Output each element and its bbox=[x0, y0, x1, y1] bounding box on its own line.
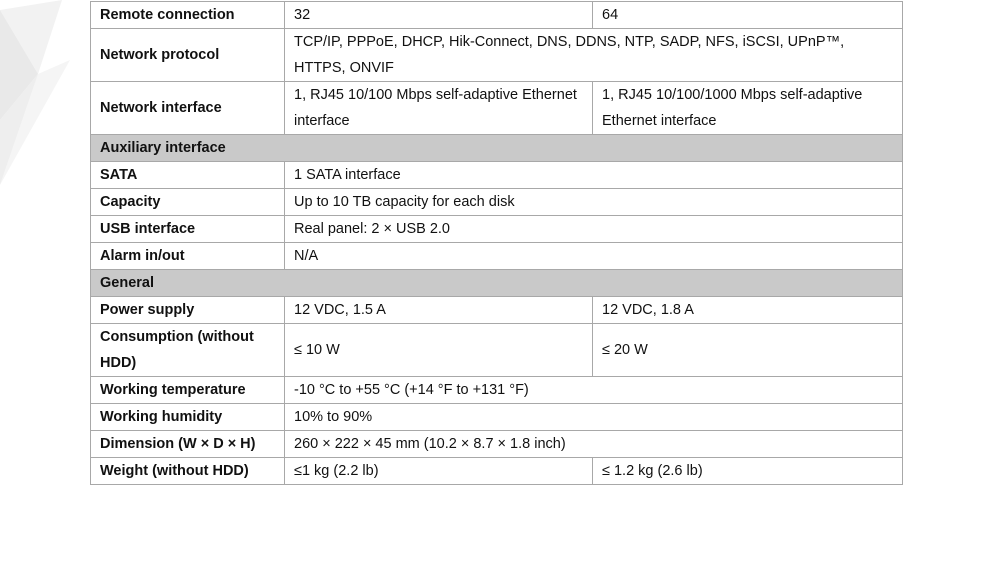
spec-value: ≤ 20 W bbox=[593, 324, 903, 377]
spec-row-weight bbox=[91, 458, 903, 485]
spec-value: 32 bbox=[285, 2, 593, 29]
spec-label: Capacity bbox=[91, 189, 285, 216]
spec-value: 1, RJ45 10/100 Mbps self-adaptive Ethernet interface bbox=[285, 82, 593, 135]
spec-label: Weight (without HDD) bbox=[91, 458, 285, 485]
spec-label: Network protocol bbox=[91, 29, 285, 82]
spec-value: 12 VDC, 1.8 A bbox=[593, 297, 903, 324]
spec-label: Working temperature bbox=[91, 377, 285, 404]
section-title: General bbox=[91, 270, 903, 297]
spec-label: Network interface bbox=[91, 82, 285, 135]
spec-row-alarm-in-out bbox=[91, 243, 903, 270]
spec-value: -10 °C to +55 °C (+14 °F to +131 °F) bbox=[285, 377, 903, 404]
spec-label: Dimension (W × D × H) bbox=[91, 431, 285, 458]
spec-label: Remote connection bbox=[91, 2, 285, 29]
spec-row-sata bbox=[91, 162, 903, 189]
spec-value: 260 × 222 × 45 mm (10.2 × 8.7 × 1.8 inch) bbox=[285, 431, 903, 458]
spec-row-usb-interface bbox=[91, 216, 903, 243]
spec-value: ≤ 10 W bbox=[285, 324, 593, 377]
spec-label: Alarm in/out bbox=[91, 243, 285, 270]
spec-label: Power supply bbox=[91, 297, 285, 324]
spec-label: Consumption (without HDD) bbox=[91, 324, 285, 377]
spec-value: TCP/IP, PPPoE, DHCP, Hik-Connect, DNS, DDNS, NTP, SADP, NFS, iSCSI, UPnP™, HTTPS, ONVIF bbox=[285, 29, 903, 82]
section-header-auxiliary-interface bbox=[91, 135, 903, 162]
spec-row-network-interface bbox=[91, 82, 903, 135]
spec-row-working-temperature bbox=[91, 377, 903, 404]
spec-value: 1, RJ45 10/100/1000 Mbps self-adaptive Ethernet interface bbox=[593, 82, 903, 135]
section-header-general bbox=[91, 270, 903, 297]
spec-row-capacity bbox=[91, 189, 903, 216]
spec-value: 10% to 90% bbox=[285, 404, 903, 431]
spec-row-power-supply bbox=[91, 297, 903, 324]
spec-label: SATA bbox=[91, 162, 285, 189]
spec-table bbox=[90, 1, 903, 485]
spec-row-dimension bbox=[91, 431, 903, 458]
decorative-watermark-shape bbox=[0, 0, 90, 200]
spec-row-remote-connection bbox=[91, 2, 903, 29]
spec-value: 1 SATA interface bbox=[285, 162, 903, 189]
spec-value: ≤1 kg (2.2 lb) bbox=[285, 458, 593, 485]
section-title: Auxiliary interface bbox=[91, 135, 903, 162]
spec-value: Up to 10 TB capacity for each disk bbox=[285, 189, 903, 216]
spec-value: N/A bbox=[285, 243, 903, 270]
spec-value: 64 bbox=[593, 2, 903, 29]
spec-row-working-humidity bbox=[91, 404, 903, 431]
spec-value: 12 VDC, 1.5 A bbox=[285, 297, 593, 324]
spec-row-network-protocol bbox=[91, 29, 903, 82]
spec-value: Real panel: 2 × USB 2.0 bbox=[285, 216, 903, 243]
spec-value: ≤ 1.2 kg (2.6 lb) bbox=[593, 458, 903, 485]
spec-row-consumption bbox=[91, 324, 903, 377]
spec-label: Working humidity bbox=[91, 404, 285, 431]
spec-label: USB interface bbox=[91, 216, 285, 243]
